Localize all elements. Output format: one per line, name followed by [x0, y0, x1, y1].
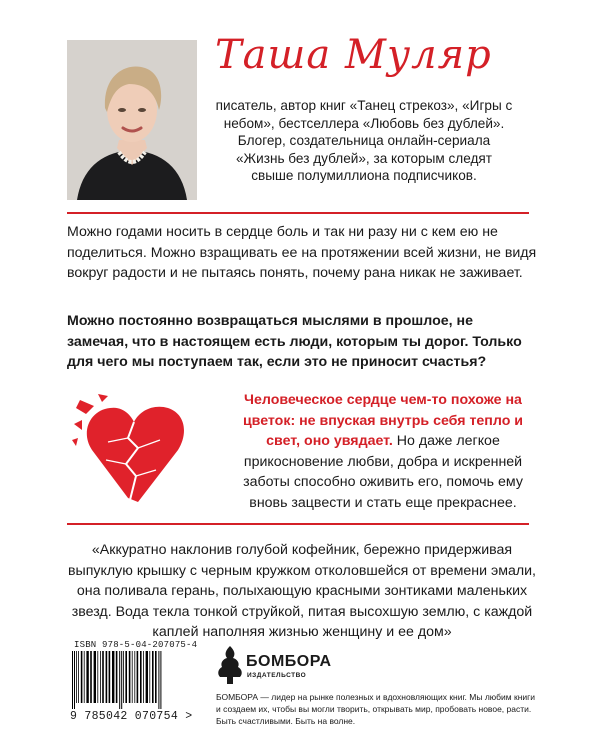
- barcode-bar: [94, 651, 96, 703]
- barcode-bar: [100, 651, 101, 703]
- barcode-bar: [72, 651, 73, 709]
- barcode-bar: [78, 651, 79, 703]
- barcode-bar: [146, 651, 148, 703]
- middle-divider: [67, 523, 529, 525]
- publisher-description: БОМБОРА — лидер на рынке полезных и вдохновляющих книг. Мы любим книги и создаем их, чтобы вы могли творить, открывать мир, пробовать новое, расти. Быть счастливыми. Быть на волне.: [216, 692, 535, 726]
- broken-heart-icon: [68, 390, 218, 510]
- barcode-bar: [119, 651, 120, 709]
- barcode-bar: [112, 651, 114, 703]
- barcode-bar: [102, 651, 104, 703]
- barcode: [70, 651, 200, 709]
- barcode-bar: [160, 651, 161, 709]
- barcode-bar: [106, 651, 108, 703]
- author-portrait-illustration: [67, 40, 197, 200]
- barcode-bar: [143, 651, 144, 703]
- paragraph-3-rest: Но даже легкое прикосновение любви, добра и искренней заботы способно оживить его, помочь ему вновь зацвести и стать еще прекраснее.: [243, 433, 523, 511]
- broken-heart-illustration: [68, 390, 218, 510]
- author-bio: писатель, автор книг «Танец стрекоз», «Игры с небом», бестселлера «Любовь без дублей». Блогер, создательница онлайн-сериала «Жизнь без дублей», за которым следят свыше полумиллиона подписчиков.: [215, 98, 513, 184]
- barcode-bar: [109, 651, 111, 703]
- barcode-bar: [121, 651, 122, 709]
- barcode-bar: [149, 651, 150, 703]
- barcode-bar: [86, 651, 88, 703]
- author-photo: [67, 40, 197, 200]
- book-excerpt-quote: «Аккуратно наклонив голубой кофейник, бережно придерживая выпуклую крышку с черным кружком отколовшейся от времени эмали, она поливала герань, полыхающую красными зонтиками маленьких звезд. Вода текла тонкой струйкой, питая высохшую землю, с каждой каплей наполняя жизнью женщину и ее дом»: [68, 542, 536, 640]
- barcode-bar: [137, 651, 139, 703]
- publisher-logo-title: БОМБОРА: [246, 653, 332, 670]
- annotation-paragraph-3: [232, 390, 534, 513]
- barcode-bar: [129, 651, 131, 703]
- barcode-bar: [134, 651, 135, 703]
- annotation-paragraph-1: Можно годами носить в сердце боль и так ни разу ни с кем ею не поделиться. Можно взращивать ее на протяжении всей жизни, не видя вокруг радости и не пытаясь понять, почему рана никак не заживает.: [67, 224, 537, 281]
- barcode-bar: [140, 651, 142, 703]
- barcode-bar: [125, 651, 127, 703]
- highlighted-sentence: Человеческое сердце чем-то похоже на цветок: не впуская внутрь себя тепло и свет, оно увядает.: [242, 392, 524, 449]
- barcode-bar: [81, 651, 83, 703]
- barcode-bar: [152, 651, 154, 703]
- barcode-bar: [84, 651, 85, 703]
- bombora-logo-icon: [216, 644, 244, 686]
- barcode-bar: [132, 651, 133, 703]
- barcode-bar: [155, 651, 157, 703]
- barcode-bar: [123, 651, 124, 703]
- barcode-bar: [74, 651, 75, 709]
- barcode-bar: [90, 651, 92, 703]
- barcode-bar: [97, 651, 98, 703]
- publisher-logo: [216, 644, 332, 688]
- barcode-bar: [116, 651, 118, 703]
- barcode-bar: [158, 651, 159, 709]
- author-name: Таша Муляр: [215, 32, 492, 78]
- top-divider: [67, 212, 529, 214]
- annotation-paragraph-2: Можно постоянно возвращаться мыслями в прошлое, не замечая, что в настоящем есть люди, которым ты дорог. Только для чего мы поступаем так, если это не приносит счастья?: [67, 313, 522, 370]
- barcode-digits: 9 785042 070754 >: [70, 710, 193, 723]
- isbn-label: ISBN 978-5-04-207075-4: [74, 640, 198, 650]
- publisher-logo-subtitle: ИЗДАТЕЛЬСТВО: [247, 672, 307, 679]
- barcode-bar: [76, 651, 77, 703]
